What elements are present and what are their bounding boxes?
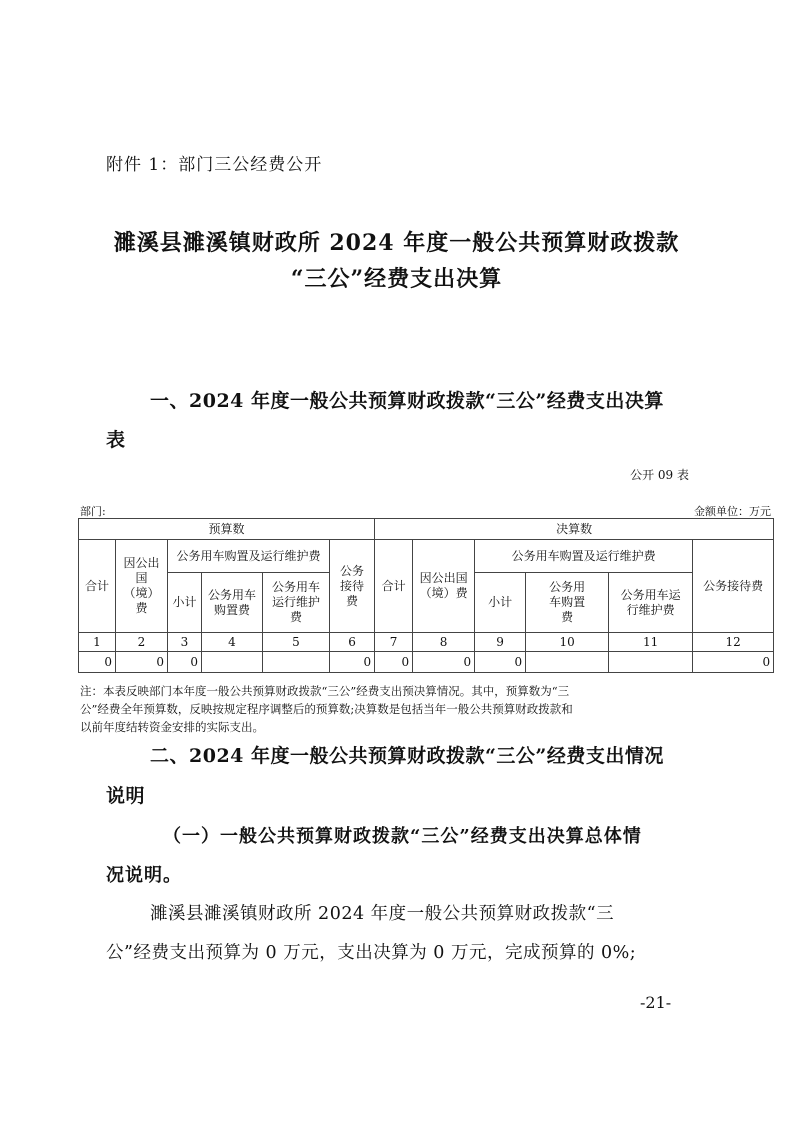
index-cell: 4 xyxy=(202,633,263,652)
three-public-expenses-table xyxy=(78,518,774,673)
body-paragraph-line-1: 濉溪县濉溪镇财政所 2024 年度一般公共预算财政拨款“三 xyxy=(150,904,615,924)
value-cell xyxy=(609,652,693,673)
col-total-budget: 合计 xyxy=(79,540,116,633)
subsection-1-heading-continued: 况说明。 xyxy=(106,865,182,886)
value-cell xyxy=(263,652,330,673)
col-vehicle-group-final: 公务用车购置及运行维护费 xyxy=(475,540,693,573)
col-vehicle-group-budget: 公务用车购置及运行维护费 xyxy=(168,540,330,573)
section-2-heading: 二、2024 年度一般公共预算财政拨款“三公”经费支出情况 xyxy=(150,745,664,767)
section-1-heading: 一、2024 年度一般公共预算财政拨款“三公”经费支出决算 xyxy=(150,390,664,412)
final-header: 决算数 xyxy=(375,519,774,540)
index-cell: 8 xyxy=(413,633,475,652)
table-note xyxy=(80,682,710,736)
col-reception-budget: 公务接待费 xyxy=(330,540,375,633)
index-cell: 12 xyxy=(693,633,774,652)
col-subtotal-budget: 小计 xyxy=(168,573,202,633)
attachment-label: 附件 1：部门三公经费公开 xyxy=(106,155,323,175)
index-cell: 3 xyxy=(168,633,202,652)
subsection-1-heading: （一）一般公共预算财政拨款“三公”经费支出决算总体情 xyxy=(163,826,642,847)
value-cell: 0 xyxy=(413,652,475,673)
page-number: -21- xyxy=(640,993,672,1012)
col-vehicle-purchase-final: 公务用车购置费 xyxy=(526,573,609,633)
index-cell: 6 xyxy=(330,633,375,652)
col-subtotal-final: 小计 xyxy=(475,573,526,633)
index-cell: 1 xyxy=(79,633,116,652)
index-cell: 5 xyxy=(263,633,330,652)
value-cell xyxy=(526,652,609,673)
index-cell: 11 xyxy=(609,633,693,652)
col-total-final: 合计 xyxy=(375,540,413,633)
index-cell: 2 xyxy=(116,633,168,652)
department-label: 部门: xyxy=(80,505,106,518)
value-cell: 0 xyxy=(116,652,168,673)
value-cell: 0 xyxy=(375,652,413,673)
col-vehicle-purchase-budget: 公务用车购置费 xyxy=(202,573,263,633)
index-cell: 7 xyxy=(375,633,413,652)
col-abroad-budget: 因公出国（境）费 xyxy=(116,540,168,633)
budget-header: 预算数 xyxy=(79,519,375,540)
value-cell: 0 xyxy=(79,652,116,673)
table-note-line: 以前年度结转资金安排的实际支出。 xyxy=(80,720,264,734)
document-title-line-2: “三公”经费支出决算 xyxy=(290,266,503,292)
section-2-heading-continued: 说明 xyxy=(106,785,146,807)
col-vehicle-ops-final: 公务用车运行维护费 xyxy=(609,573,693,633)
index-cell: 10 xyxy=(526,633,609,652)
section-1-heading-continued: 表 xyxy=(106,429,126,451)
body-paragraph-line-2: 公”经费支出预算为 0 万元，支出决算为 0 万元，完成预算的 0%; xyxy=(106,943,637,963)
table-number: 公开 09 表 xyxy=(630,468,689,482)
value-cell: 0 xyxy=(693,652,774,673)
index-cell: 9 xyxy=(475,633,526,652)
value-cell: 0 xyxy=(168,652,202,673)
col-abroad-final: 因公出国（境）费 xyxy=(413,540,475,633)
unit-label: 金额单位：万元 xyxy=(694,505,771,518)
col-reception-final: 公务接待费 xyxy=(693,540,774,633)
value-cell xyxy=(202,652,263,673)
document-title-line-1: 濉溪县濉溪镇财政所 2024 年度一般公共预算财政拨款 xyxy=(113,230,680,256)
col-vehicle-ops-budget: 公务用车运行维护费 xyxy=(263,573,330,633)
value-cell: 0 xyxy=(330,652,375,673)
value-cell: 0 xyxy=(475,652,526,673)
table-note-line: 注：本表反映部门本年度一般公共预算财政拨款“三公”经费支出预决算情况。其中，预算数为“三 xyxy=(80,684,570,698)
table-note-line: 公”经费全年预算数，反映按规定程序调整后的预算数;决算数是包括当年一般公共预算财政拨款和 xyxy=(80,702,573,716)
